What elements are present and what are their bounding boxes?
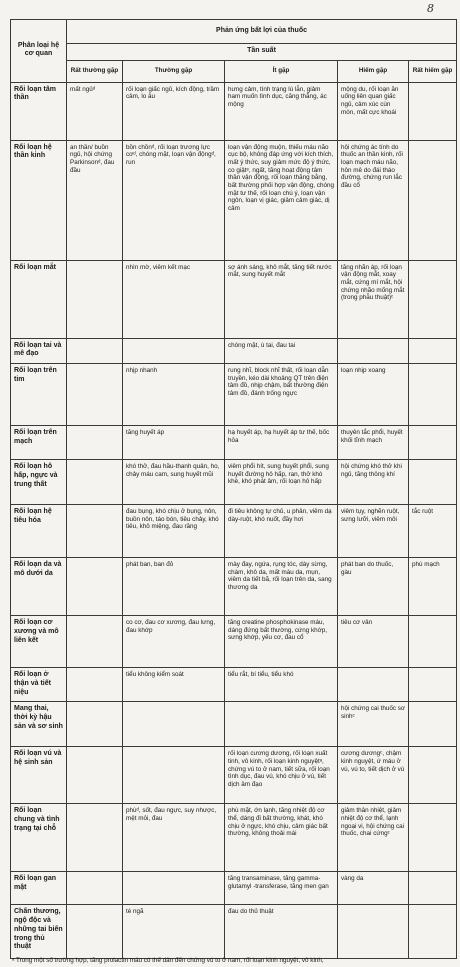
cell-uncommon: đau do thủ thuật [225,905,338,959]
cell-uncommon: tăng transaminase, tăng gamma-glutamyl -transferase, tăng men gan [225,872,338,905]
organ-class-cell: Rối loạn vú và hệ sinh sản [11,747,67,804]
organ-class-cell: Rối loạn tai và mê đạo [11,338,67,364]
cell-rare [338,905,409,959]
organ-class-cell: Rối loạn tâm thần [11,82,67,140]
cell-common: khó thở, đau hầu-thanh quản, ho, chảy máu cam, sung huyết mũi [123,460,225,505]
table-row [11,872,457,905]
cell-very-common [67,505,123,558]
cell-very-rare [409,364,457,426]
cell-rare [338,668,409,702]
cell-uncommon: sợ ánh sáng, khô mắt, tăng tiết nước mắt, sung huyết mắt [225,260,338,338]
organ-class-cell: Rối loạn da và mô dưới da [11,558,67,616]
cell-common: té ngã [123,905,225,959]
cell-very-common [67,747,123,804]
table-row [11,426,457,460]
cell-uncommon [225,702,338,747]
table-row [11,82,457,140]
cell-very-rare [409,872,457,905]
cell-very-common [67,702,123,747]
cell-rare: hội chứng ác tính do thuốc an thần kinh, rối loạn mạch máu não, hôn mê do đái tháo đường, chứng run lắc đầu cổ [338,140,409,260]
cell-very-rare [409,338,457,364]
col-rare-header: Hiếm gặp [338,60,409,82]
cell-very-common [67,260,123,338]
cell-rare: viêm tụy, nghẽn ruột, sưng lưỡi, viêm môi [338,505,409,558]
cell-very-rare [409,804,457,872]
table-row [11,747,457,804]
cell-very-rare [409,260,457,338]
cell-common: đau bụng, khó chịu ở bụng, nôn, buồn nôn, táo bón, tiêu chảy, khó tiêu, khô miệng, đau răng [123,505,225,558]
cell-very-rare [409,460,457,505]
cell-very-common [67,668,123,702]
cell-common: nhịp nhanh [123,364,225,426]
cell-very-rare [409,616,457,668]
cell-very-common [67,872,123,905]
cell-rare: loạn nhịp xoang [338,364,409,426]
table-row [11,140,457,260]
cell-very-common: mất ngủᵈ [67,82,123,140]
cell-uncommon: tiểu rắt, bí tiểu, tiểu khó [225,668,338,702]
cell-common: nhìn mờ, viêm kết mạc [123,260,225,338]
table-row [11,616,457,668]
organ-class-cell: Rối loạn hệ tiêu hóa [11,505,67,558]
cell-very-common [67,558,123,616]
cell-very-rare [409,702,457,747]
cell-very-rare [409,82,457,140]
cell-very-common [67,905,123,959]
table-row [11,460,457,505]
cell-common: co cơ, đau cơ xương, đau lưng, đau khớp [123,616,225,668]
cell-uncommon: đi tiêu không tự chủ, u phân, viêm dạ dày-ruột, khó nuốt, đầy hơi [225,505,338,558]
cell-uncommon: hưng cảm, tình trạng lú lẫn, giảm ham muốn tình dục, căng thẳng, ác mộng [225,82,338,140]
cell-common: phùᵈ, sốt, đau ngực, suy nhược, mệt mỏi, đau [123,804,225,872]
organ-class-cell: Rối loạn mắt [11,260,67,338]
cell-very-rare: tắc ruột [409,505,457,558]
cell-very-common [67,460,123,505]
cell-very-rare [409,668,457,702]
adverse-reactions-table [10,19,457,959]
cell-uncommon: viêm phổi hít, sung huyết phổi, sung huyết đường hô hấp, ran, thở khò khè, khó phát âm, rối loạn hô hấp [225,460,338,505]
cell-rare: vàng da [338,872,409,905]
cell-rare: mộng du, rối loạn ăn uống liên quan giấc ngủ, cảm xúc cùn mòn, mất cực khoái [338,82,409,140]
cell-common: phát ban, ban đỏ [123,558,225,616]
frequency-header: Tần suất [67,44,457,61]
table-row [11,668,457,702]
cell-very-common [67,426,123,460]
cell-common: bồn chồnᵈ, rối loạn trương lực cơᵈ, chóng mặt, loạn vận độngᵈ, run [123,140,225,260]
table-row [11,905,457,959]
table-row [11,558,457,616]
cell-very-rare [409,905,457,959]
footnote: ᵃ Trong một số trường hợp, tăng prolactin máu có thể dẫn đến chứng vú to ở nam, rối loạn kinh nguyệt, vô kinh, [12,957,324,964]
cell-rare: cương dươngᶜ, chậm kinh nguyệt, ứ máu ở vú, vú to, tiết dịch ở vú [338,747,409,804]
cell-common: tăng huyết áp [123,426,225,460]
organ-class-cell: Rối loạn chung và tình trạng tại chỗ [11,804,67,872]
page-mark: 8 [427,2,434,15]
cell-common [123,338,225,364]
col-common-header: Thường gặp [123,60,225,82]
cell-rare: hội chứng cai thuốc sơ sinhᶜ [338,702,409,747]
table-row [11,364,457,426]
cell-common [123,872,225,905]
cell-very-common [67,364,123,426]
cell-rare: tiêu cơ vân [338,616,409,668]
organ-class-cell: Rối loạn gan mật [11,872,67,905]
cell-very-rare [409,426,457,460]
cell-uncommon: tăng creatine phosphokinase máu, dáng đứng bất thường, cứng khớp, sưng khớp, yếu cơ, đau cổ [225,616,338,668]
table-row [11,702,457,747]
organ-class-cell: Chấn thương, ngộ độc và những tai biến trong thủ thuật [11,905,67,959]
organ-class-cell: Rối loạn trên mạch [11,426,67,460]
organ-class-cell: Rối loạn hô hấp, ngực và trung thất [11,460,67,505]
organ-class-cell: Rối loạn ở thận và tiết niệu [11,668,67,702]
cell-rare: thuyên tắc phổi, huyết khối tĩnh mạch [338,426,409,460]
table-row [11,260,457,338]
cell-uncommon: mày đay, ngứa, rụng tóc, dày sừng, chàm, khô da, mất màu da, mụn, viêm da tiết bã, rối loạn trên da, sang thương da [225,558,338,616]
col-uncommon-header: Ít gặp [225,60,338,82]
cell-very-rare: phù mạch [409,558,457,616]
cell-uncommon: loạn vận động muộn, thiếu máu não cục bộ, không đáp ứng với kích thích, mất ý thức, suy giảm mức độ ý thức, co giậtᵉ, ngất, tăng hoạt động tâm thần vận động, rối loạn thăng bằng, bất thường phối hợp vận động, chóng mặt tư thế, rối loạn chú ý, loạn vận ngôn, loạn vị giác, giảm cảm giác, dị cảm [225,140,338,260]
organ-class-cell: Rối loạn cơ xương và mô liên kết [11,616,67,668]
cell-common: tiểu không kiểm soát [123,668,225,702]
cell-rare: phát ban do thuốc, gàu [338,558,409,616]
cell-uncommon: rung nhĩ, block nhĩ thất, rối loạn dẫn truyền, kéo dài khoảng QT trên điện tâm đồ, nhịp chậm, bất thường điện tâm đồ, đánh trống ngực [225,364,338,426]
cell-common [123,702,225,747]
cell-rare: giảm thân nhiệt, giảm nhiệt độ cơ thể, lạnh ngoại vi, hội chứng cai thuốc, chai cứngᶜ [338,804,409,872]
cell-very-common [67,616,123,668]
cell-uncommon: chóng mặt, ù tai, đau tai [225,338,338,364]
cell-common: rối loạn giấc ngủ, kích động, trầm cảm, lo âu [123,82,225,140]
organ-class-header: Phân loại hệ cơ quan [11,20,67,83]
col-very-rare-header: Rất hiếm gặp [409,60,457,82]
cell-rare: tăng nhãn áp, rối loạn vận động mắt, xoay mắt, cứng mí mắt, hội chứng nhão mống mắt (trong phẫu thuật)ᶜ [338,260,409,338]
cell-very-rare [409,747,457,804]
cell-very-common: an thần/ buồn ngủ, hội chứng Parkinsonᵈ, đau đầu [67,140,123,260]
col-very-common-header: Rất thường gặp [67,60,123,82]
cell-very-common [67,338,123,364]
cell-rare [338,338,409,364]
cell-rare: hội chứng khó thở khi ngủ, tăng thông khí [338,460,409,505]
organ-class-cell: Mang thai, thời kỳ hậu sản và sơ sinh [11,702,67,747]
table-row [11,505,457,558]
table-row [11,338,457,364]
cell-uncommon: rối loạn cương dương, rối loạn xuất tinh, vô kinh, rối loạn kinh nguyệtᵃ, chứng vú to ở nam, tiết sữa, rối loạn tình dục, đau vú, khó chịu ở vú, tiết dịch âm đạo [225,747,338,804]
cell-very-rare [409,140,457,260]
cell-uncommon: hạ huyết áp, hạ huyết áp tư thế, bốc hỏa [225,426,338,460]
organ-class-cell: Rối loạn trên tim [11,364,67,426]
table-row [11,804,457,872]
cell-very-common [67,804,123,872]
cell-common [123,747,225,804]
cell-uncommon: phù mặt, ớn lạnh, tăng nhiệt độ cơ thể, dáng đi bất thường, khát, khó chịu ở ngực, khó chịu, cảm giác bất thường, không thoải mái [225,804,338,872]
reaction-header: Phản ứng bất lợi của thuốc [67,20,457,44]
organ-class-cell: Rối loạn hệ thần kinh [11,140,67,260]
